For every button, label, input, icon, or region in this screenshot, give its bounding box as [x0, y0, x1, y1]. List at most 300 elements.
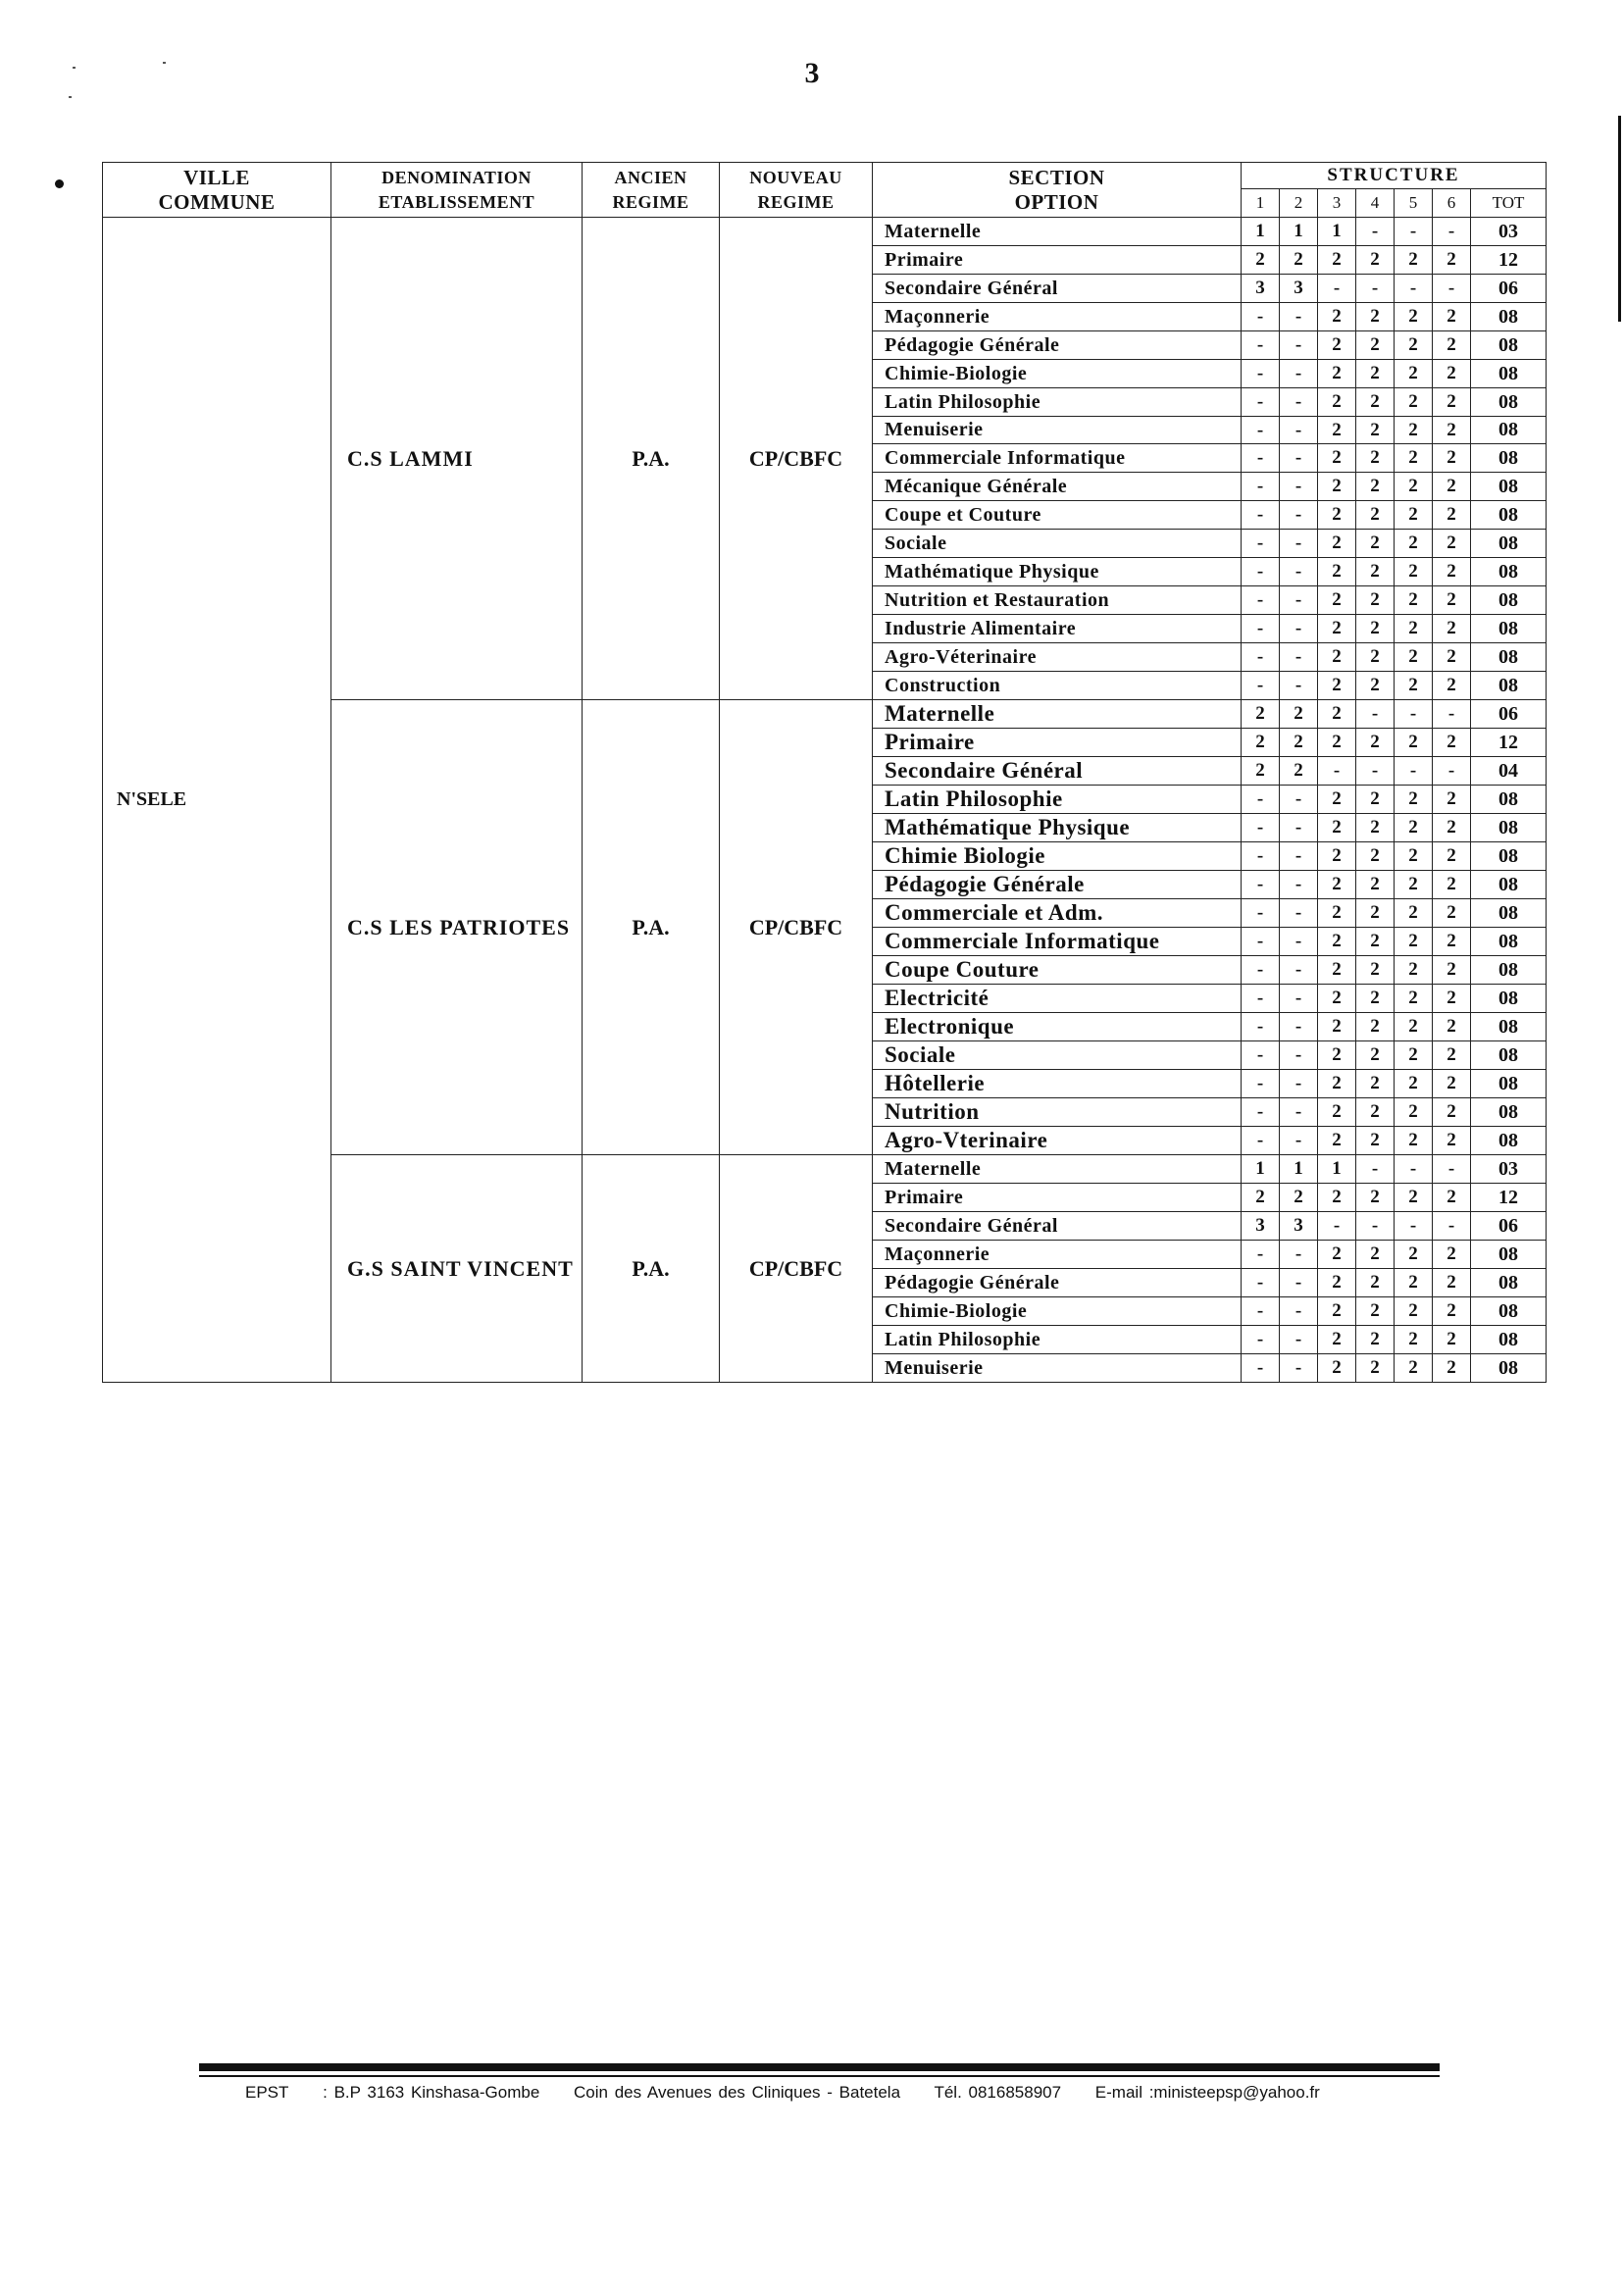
structure-value-2: 3 [1280, 275, 1318, 303]
structure-value-3: - [1318, 275, 1356, 303]
structure-value-5: - [1395, 1212, 1433, 1241]
structure-value-5: 2 [1395, 303, 1433, 331]
structure-value-3: 2 [1318, 388, 1356, 417]
structure-value-6: - [1433, 700, 1471, 729]
structure-total: 08 [1471, 388, 1547, 417]
structure-total: 08 [1471, 558, 1547, 586]
structure-total: 08 [1471, 1098, 1547, 1127]
header-denomination-label: DENOMINATION [381, 167, 532, 187]
structure-total: 08 [1471, 1127, 1547, 1155]
structure-total: 08 [1471, 530, 1547, 558]
structure-value-2: 1 [1280, 1155, 1318, 1184]
structure-total: 08 [1471, 814, 1547, 842]
structure-value-4: 2 [1356, 501, 1395, 530]
structure-value-4: 2 [1356, 643, 1395, 672]
structure-value-1: 2 [1242, 1184, 1280, 1212]
header-regime-n-label: REGIME [757, 191, 835, 212]
structure-value-3: 2 [1318, 530, 1356, 558]
structure-value-3: 2 [1318, 558, 1356, 586]
section-option: Commerciale et Adm. [873, 899, 1242, 928]
structure-value-3: 2 [1318, 501, 1356, 530]
structure-value-3: 2 [1318, 417, 1356, 444]
header-etablissement-label: ETABLISSEMENT [378, 191, 535, 212]
structure-value-6: 2 [1433, 1269, 1471, 1297]
structure-total: 08 [1471, 360, 1547, 388]
structure-value-1: - [1242, 1041, 1280, 1070]
structure-value-2: - [1280, 899, 1318, 928]
structure-value-6: 2 [1433, 871, 1471, 899]
structure-value-5: 2 [1395, 1070, 1433, 1098]
structure-value-3: 2 [1318, 360, 1356, 388]
structure-value-3: 1 [1318, 1155, 1356, 1184]
page-number: 3 [804, 57, 820, 89]
structure-total: 08 [1471, 1241, 1547, 1269]
section-option: Secondaire Général [873, 757, 1242, 786]
structure-value-3: 2 [1318, 700, 1356, 729]
section-option: Primaire [873, 246, 1242, 275]
structure-value-6: 2 [1433, 814, 1471, 842]
footer-email: E-mail :ministeepsp@yahoo.fr [1094, 2083, 1320, 2102]
structure-value-1: - [1242, 1013, 1280, 1041]
structure-value-1: - [1242, 360, 1280, 388]
header-regime-a-label: REGIME [612, 191, 689, 212]
structure-total: 08 [1471, 417, 1547, 444]
structure-total: 08 [1471, 1326, 1547, 1354]
structure-value-2: - [1280, 473, 1318, 501]
header-nouveau-label: NOUVEAU [749, 167, 842, 187]
structure-value-6: 2 [1433, 473, 1471, 501]
structure-value-4: 2 [1356, 1241, 1395, 1269]
header-structure: STRUCTURE [1242, 163, 1547, 189]
structure-col-6: 6 [1433, 189, 1471, 218]
scan-speck [163, 62, 166, 64]
structure-value-1: - [1242, 1297, 1280, 1326]
structure-total: 08 [1471, 956, 1547, 985]
structure-value-5: 2 [1395, 729, 1433, 757]
structure-col-4: 4 [1356, 189, 1395, 218]
structure-value-6: 2 [1433, 643, 1471, 672]
section-option: Electricité [873, 985, 1242, 1013]
section-option: Pédagogie Générale [873, 871, 1242, 899]
structure-value-1: - [1242, 1326, 1280, 1354]
structure-value-6: 2 [1433, 1013, 1471, 1041]
structure-total: 08 [1471, 928, 1547, 956]
structure-value-4: 2 [1356, 985, 1395, 1013]
structure-value-3: 2 [1318, 1013, 1356, 1041]
structure-value-3: - [1318, 757, 1356, 786]
section-option: Electronique [873, 1013, 1242, 1041]
structure-value-6: 2 [1433, 1070, 1471, 1098]
structure-value-4: 2 [1356, 246, 1395, 275]
structure-value-2: 2 [1280, 1184, 1318, 1212]
structure-value-5: 2 [1395, 530, 1433, 558]
structure-total: 08 [1471, 473, 1547, 501]
header-ancien-label: ANCIEN [614, 167, 687, 187]
structure-value-2: - [1280, 1127, 1318, 1155]
structure-value-4: 2 [1356, 1269, 1395, 1297]
structure-value-1: - [1242, 586, 1280, 615]
section-option: Construction [873, 672, 1242, 700]
structure-value-2: - [1280, 615, 1318, 643]
structure-value-2: - [1280, 1041, 1318, 1070]
structure-value-2: - [1280, 1098, 1318, 1127]
structure-value-1: - [1242, 1354, 1280, 1383]
structure-value-3: 2 [1318, 1297, 1356, 1326]
footer-org: EPST [245, 2083, 289, 2102]
table-row [103, 218, 1547, 246]
structure-value-4: - [1356, 700, 1395, 729]
section-option: Nutrition [873, 1098, 1242, 1127]
structure-value-1: - [1242, 842, 1280, 871]
table-header [103, 163, 1547, 218]
structure-value-1: - [1242, 956, 1280, 985]
structure-value-3: 2 [1318, 473, 1356, 501]
structure-value-2: 1 [1280, 218, 1318, 246]
header-section-option [873, 163, 1242, 218]
structure-value-2: - [1280, 1297, 1318, 1326]
structure-total: 06 [1471, 700, 1547, 729]
structure-value-6: 2 [1433, 1326, 1471, 1354]
structure-value-4: 2 [1356, 473, 1395, 501]
structure-value-1: - [1242, 928, 1280, 956]
structure-total: 08 [1471, 1269, 1547, 1297]
structure-value-6: 2 [1433, 246, 1471, 275]
structure-value-5: 2 [1395, 558, 1433, 586]
nouveau-regime-value: CP/CBFC [720, 700, 873, 1155]
section-option: Chimie-Biologie [873, 1297, 1242, 1326]
structure-value-2: - [1280, 331, 1318, 360]
structure-total: 04 [1471, 757, 1547, 786]
structure-value-3: 2 [1318, 1326, 1356, 1354]
structure-value-4: 2 [1356, 814, 1395, 842]
structure-value-6: 2 [1433, 303, 1471, 331]
structure-value-3: 2 [1318, 1184, 1356, 1212]
structure-value-4: 2 [1356, 388, 1395, 417]
structure-value-2: 2 [1280, 700, 1318, 729]
section-option: Industrie Alimentaire [873, 615, 1242, 643]
structure-value-4: 2 [1356, 1297, 1395, 1326]
structure-value-1: - [1242, 899, 1280, 928]
structure-value-6: 2 [1433, 842, 1471, 871]
school-name: C.S LES PATRIOTES [331, 700, 583, 1155]
structure-value-5: - [1395, 700, 1433, 729]
scan-speck [73, 67, 76, 69]
structure-value-5: 2 [1395, 672, 1433, 700]
section-option: Commerciale Informatique [873, 928, 1242, 956]
structure-value-5: 2 [1395, 842, 1433, 871]
structure-value-3: 2 [1318, 985, 1356, 1013]
structure-value-1: - [1242, 672, 1280, 700]
section-option: Pédagogie Générale [873, 331, 1242, 360]
ancien-regime-value: P.A. [583, 700, 720, 1155]
structure-col-3: 3 [1318, 189, 1356, 218]
section-option: Mécanique Générale [873, 473, 1242, 501]
structure-value-4: 2 [1356, 303, 1395, 331]
structure-value-4: 2 [1356, 586, 1395, 615]
structure-value-4: 2 [1356, 1184, 1395, 1212]
structure-value-6: 2 [1433, 331, 1471, 360]
structure-col-1: 1 [1242, 189, 1280, 218]
structure-value-5: 2 [1395, 360, 1433, 388]
structure-total: 03 [1471, 1155, 1547, 1184]
structure-value-1: - [1242, 786, 1280, 814]
structure-value-5: 2 [1395, 331, 1433, 360]
structure-value-5: 2 [1395, 1127, 1433, 1155]
structure-value-3: 2 [1318, 331, 1356, 360]
commune-name: N'SELE [103, 218, 331, 1383]
structure-value-4: 2 [1356, 615, 1395, 643]
structure-total: 06 [1471, 275, 1547, 303]
structure-value-5: 2 [1395, 1041, 1433, 1070]
structure-value-2: - [1280, 814, 1318, 842]
header-commune: COMMUNE [158, 189, 276, 214]
structure-value-3: 2 [1318, 586, 1356, 615]
structure-value-2: - [1280, 786, 1318, 814]
structure-value-5: 2 [1395, 928, 1433, 956]
structure-value-3: 2 [1318, 871, 1356, 899]
structure-value-6: 2 [1433, 1297, 1471, 1326]
structure-value-3: 2 [1318, 303, 1356, 331]
structure-value-2: 2 [1280, 757, 1318, 786]
structure-total: 08 [1471, 331, 1547, 360]
section-option: Mathématique Physique [873, 558, 1242, 586]
structure-total: 12 [1471, 729, 1547, 757]
nouveau-regime-value: CP/CBFC [720, 1155, 873, 1383]
structure-value-1: 1 [1242, 218, 1280, 246]
structure-value-2: - [1280, 1269, 1318, 1297]
structure-total: 06 [1471, 1212, 1547, 1241]
structure-value-4: 2 [1356, 871, 1395, 899]
structure-value-3: 2 [1318, 842, 1356, 871]
structure-total: 03 [1471, 218, 1547, 246]
structure-total: 08 [1471, 1354, 1547, 1383]
structure-value-1: 2 [1242, 729, 1280, 757]
section-option: Maçonnerie [873, 1241, 1242, 1269]
structure-value-6: - [1433, 1212, 1471, 1241]
structure-value-2: - [1280, 928, 1318, 956]
structure-value-2: - [1280, 672, 1318, 700]
structure-total: 08 [1471, 1041, 1547, 1070]
structure-value-1: - [1242, 985, 1280, 1013]
structure-value-5: 2 [1395, 1354, 1433, 1383]
structure-value-4: 2 [1356, 672, 1395, 700]
section-option: Nutrition et Restauration [873, 586, 1242, 615]
footer-address: Coin des Avenues des Cliniques - Batetela [574, 2083, 901, 2102]
section-option: Sociale [873, 530, 1242, 558]
section-option: Sociale [873, 1041, 1242, 1070]
section-option: Chimie-Biologie [873, 360, 1242, 388]
structure-total: 08 [1471, 871, 1547, 899]
structure-value-1: - [1242, 814, 1280, 842]
structure-total: 08 [1471, 672, 1547, 700]
structure-value-5: 2 [1395, 1098, 1433, 1127]
structure-value-6: 2 [1433, 956, 1471, 985]
section-option: Maternelle [873, 218, 1242, 246]
structure-value-4: 2 [1356, 558, 1395, 586]
structure-value-5: 2 [1395, 814, 1433, 842]
structure-value-6: 2 [1433, 1041, 1471, 1070]
structure-value-6: 2 [1433, 786, 1471, 814]
structure-value-4: 2 [1356, 444, 1395, 473]
structure-value-1: - [1242, 558, 1280, 586]
structure-value-2: - [1280, 530, 1318, 558]
structure-value-6: 2 [1433, 444, 1471, 473]
structure-value-5: 2 [1395, 1326, 1433, 1354]
nouveau-regime-value: CP/CBFC [720, 218, 873, 700]
structure-value-1: 2 [1242, 246, 1280, 275]
structure-value-1: - [1242, 643, 1280, 672]
structure-total: 08 [1471, 615, 1547, 643]
structure-value-5: 2 [1395, 586, 1433, 615]
structure-value-4: 2 [1356, 842, 1395, 871]
structure-value-4: 2 [1356, 530, 1395, 558]
scan-speck [69, 96, 72, 98]
structure-value-4: 2 [1356, 1354, 1395, 1383]
structure-total: 08 [1471, 643, 1547, 672]
structure-value-4: 2 [1356, 729, 1395, 757]
structure-value-4: 2 [1356, 417, 1395, 444]
structure-value-1: - [1242, 1098, 1280, 1127]
structure-value-2: 2 [1280, 246, 1318, 275]
structure-value-6: 2 [1433, 1098, 1471, 1127]
header-ancien-regime [583, 163, 720, 218]
structure-value-1: - [1242, 1070, 1280, 1098]
structure-value-3: 2 [1318, 1041, 1356, 1070]
structure-value-6: 2 [1433, 672, 1471, 700]
structure-value-3: 2 [1318, 672, 1356, 700]
structure-value-2: - [1280, 956, 1318, 985]
structure-value-5: 2 [1395, 388, 1433, 417]
structure-value-5: 2 [1395, 956, 1433, 985]
structure-value-1: - [1242, 530, 1280, 558]
structure-total: 08 [1471, 1070, 1547, 1098]
section-option: Latin Philosophie [873, 388, 1242, 417]
structure-value-6: - [1433, 275, 1471, 303]
structure-value-1: - [1242, 388, 1280, 417]
structure-value-3: 2 [1318, 615, 1356, 643]
structure-value-6: 2 [1433, 928, 1471, 956]
structure-value-2: - [1280, 586, 1318, 615]
header-ville: VILLE [183, 165, 250, 189]
structure-value-6: 2 [1433, 729, 1471, 757]
structure-value-6: 2 [1433, 1184, 1471, 1212]
structure-value-5: 2 [1395, 417, 1433, 444]
structure-value-2: - [1280, 360, 1318, 388]
structure-value-2: - [1280, 388, 1318, 417]
structure-value-5: 2 [1395, 786, 1433, 814]
section-option: Menuiserie [873, 417, 1242, 444]
structure-total: 12 [1471, 1184, 1547, 1212]
structure-value-4: - [1356, 218, 1395, 246]
structure-value-3: 2 [1318, 444, 1356, 473]
section-option: Commerciale Informatique [873, 444, 1242, 473]
structure-value-5: 2 [1395, 1269, 1433, 1297]
structure-value-2: - [1280, 444, 1318, 473]
structure-col-2: 2 [1280, 189, 1318, 218]
structure-value-3: 2 [1318, 643, 1356, 672]
structure-value-6: 2 [1433, 899, 1471, 928]
structure-value-5: 2 [1395, 985, 1433, 1013]
structure-value-4: - [1356, 275, 1395, 303]
structure-value-1: - [1242, 331, 1280, 360]
structure-value-1: - [1242, 417, 1280, 444]
footer-tel: Tél. 0816858907 [934, 2083, 1062, 2102]
section-option: Mathématique Physique [873, 814, 1242, 842]
section-option: Hôtellerie [873, 1070, 1242, 1098]
structure-value-5: 2 [1395, 899, 1433, 928]
structure-value-6: 2 [1433, 985, 1471, 1013]
section-option: Secondaire Général [873, 1212, 1242, 1241]
structure-value-5: - [1395, 218, 1433, 246]
section-option: Agro-Véterinaire [873, 643, 1242, 672]
structure-value-1: 1 [1242, 1155, 1280, 1184]
structure-value-2: - [1280, 1241, 1318, 1269]
structure-value-5: 2 [1395, 1184, 1433, 1212]
structure-value-2: - [1280, 558, 1318, 586]
structure-total: 12 [1471, 246, 1547, 275]
structure-value-6: 2 [1433, 388, 1471, 417]
structure-value-3: 2 [1318, 1269, 1356, 1297]
section-option: Menuiserie [873, 1354, 1242, 1383]
structure-value-4: 2 [1356, 786, 1395, 814]
structure-value-2: - [1280, 871, 1318, 899]
structure-value-5: 2 [1395, 1241, 1433, 1269]
header-nouveau-regime [720, 163, 873, 218]
structure-value-3: 2 [1318, 814, 1356, 842]
structure-value-4: - [1356, 1155, 1395, 1184]
structure-value-2: - [1280, 643, 1318, 672]
structure-value-3: 2 [1318, 956, 1356, 985]
section-option: Maçonnerie [873, 303, 1242, 331]
structure-value-5: 2 [1395, 501, 1433, 530]
structure-value-6: 2 [1433, 586, 1471, 615]
footer-rule [199, 2063, 1440, 2071]
structure-value-5: 2 [1395, 643, 1433, 672]
structure-total: 08 [1471, 444, 1547, 473]
section-option: Chimie Biologie [873, 842, 1242, 871]
structure-value-1: - [1242, 1127, 1280, 1155]
structure-value-4: 2 [1356, 956, 1395, 985]
structure-value-1: - [1242, 871, 1280, 899]
structure-value-5: 2 [1395, 615, 1433, 643]
section-option: Pédagogie Générale [873, 1269, 1242, 1297]
footer-rule-thin [199, 2075, 1440, 2077]
structure-value-3: 2 [1318, 246, 1356, 275]
structure-value-3: 2 [1318, 1098, 1356, 1127]
ancien-regime-value: P.A. [583, 218, 720, 700]
structure-total: 08 [1471, 501, 1547, 530]
structure-col-tot: TOT [1471, 189, 1547, 218]
structure-value-4: 2 [1356, 1070, 1395, 1098]
structure-col-5: 5 [1395, 189, 1433, 218]
structure-value-4: 2 [1356, 1098, 1395, 1127]
structure-value-2: - [1280, 1013, 1318, 1041]
section-option: Coupe Couture [873, 956, 1242, 985]
section-option: Primaire [873, 729, 1242, 757]
structure-value-6: - [1433, 218, 1471, 246]
structure-value-3: 2 [1318, 729, 1356, 757]
header-option-label: OPTION [1014, 189, 1099, 214]
structure-value-6: 2 [1433, 501, 1471, 530]
structure-value-2: - [1280, 842, 1318, 871]
section-option: Latin Philosophie [873, 1326, 1242, 1354]
structure-value-6: 2 [1433, 1241, 1471, 1269]
structure-value-6: - [1433, 757, 1471, 786]
footer-bp: : B.P 3163 Kinshasa-Gombe [323, 2083, 540, 2102]
footer [245, 2083, 1347, 2103]
structure-value-3: 1 [1318, 218, 1356, 246]
schools-table [102, 162, 1547, 1383]
